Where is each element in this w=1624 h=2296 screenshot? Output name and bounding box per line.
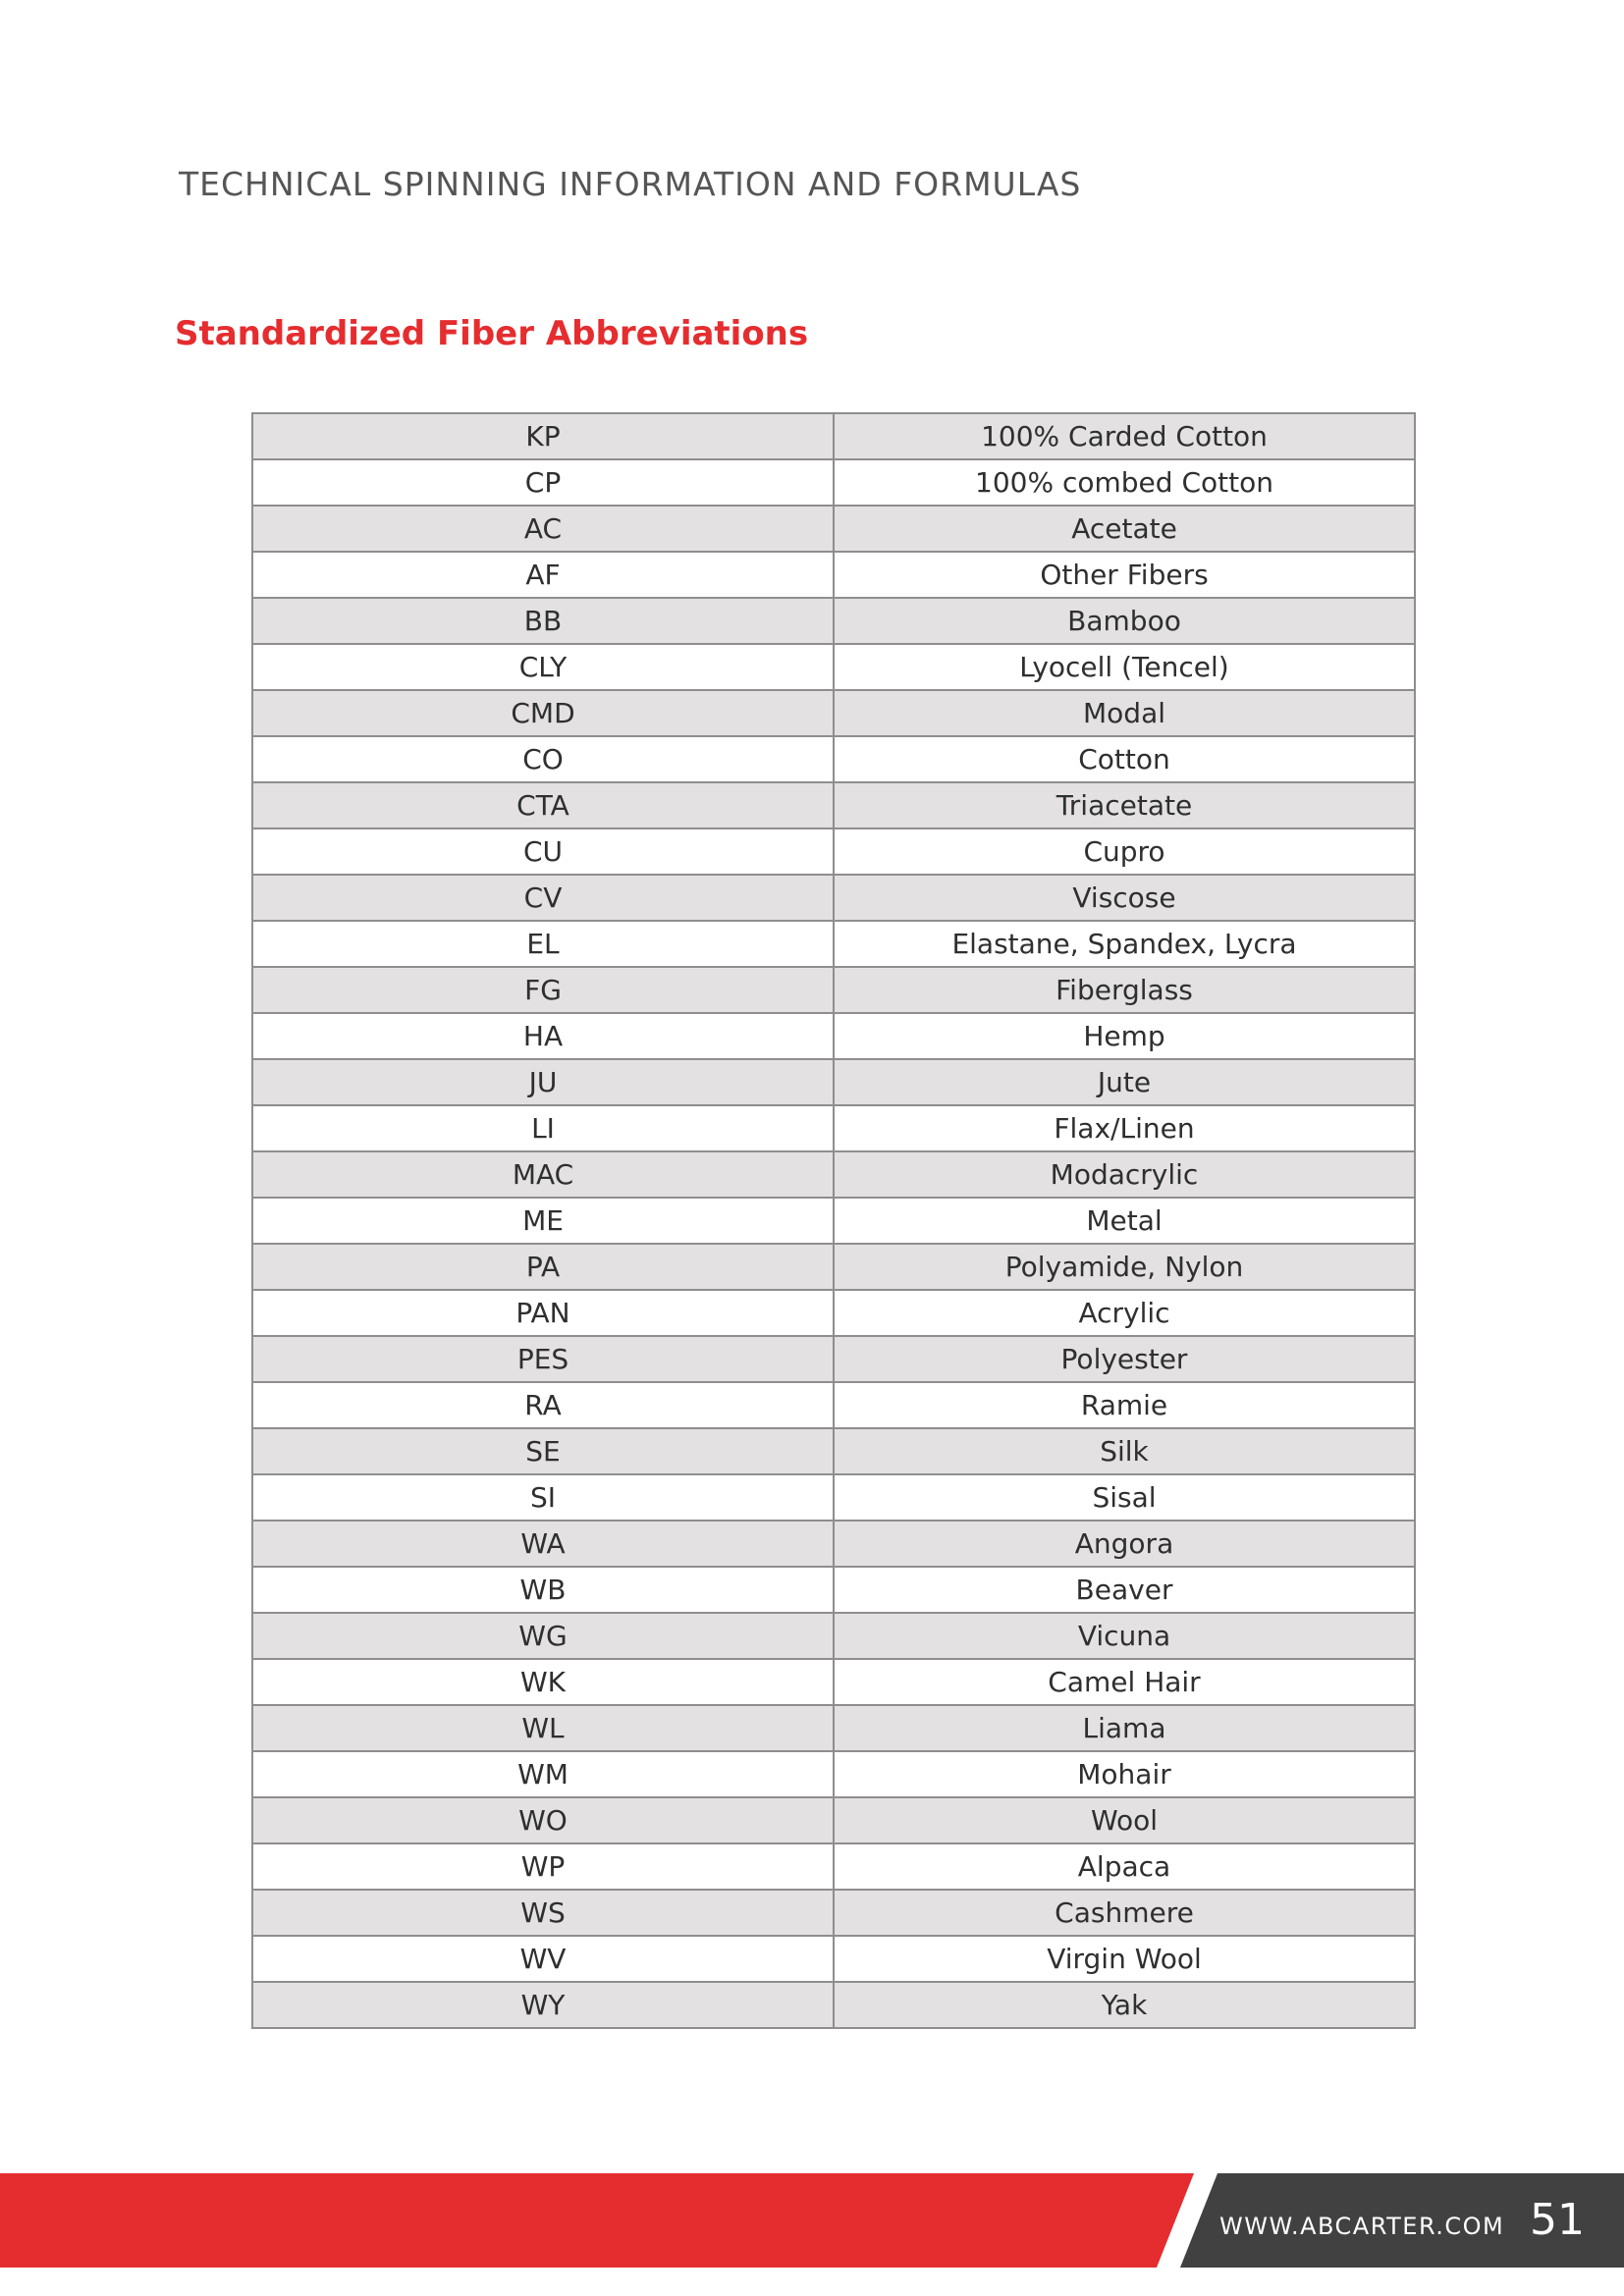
fiber-code-cell: PAN [252, 1290, 834, 1336]
table-row [252, 1151, 1415, 1198]
fiber-name-cell: Other Fibers [834, 552, 1415, 598]
fiber-code-cell: ME [252, 1198, 834, 1244]
fiber-name-cell: Ramie [834, 1382, 1415, 1428]
fiber-name-cell: Hemp [834, 1013, 1415, 1059]
fiber-code-cell: HA [252, 1013, 834, 1059]
fiber-name-cell: Polyamide, Nylon [834, 1244, 1415, 1290]
table-row [252, 644, 1415, 690]
fiber-name-cell: Acrylic [834, 1290, 1415, 1336]
fiber-code-cell: MAC [252, 1151, 834, 1198]
fiber-name-cell: Alpaca [834, 1843, 1415, 1890]
fiber-code-cell: CO [252, 736, 834, 782]
table-row [252, 1474, 1415, 1521]
fiber-code-cell: CU [252, 828, 834, 875]
table-row [252, 1382, 1415, 1428]
table-row [252, 552, 1415, 598]
fiber-code-cell: WS [252, 1890, 834, 1936]
fiber-name-cell: Cupro [834, 828, 1415, 875]
fiber-name-cell: Liama [834, 1705, 1415, 1751]
table-row [252, 921, 1415, 967]
section-title: Standardized Fiber Abbreviations [175, 314, 809, 353]
table-row [252, 1290, 1415, 1336]
fiber-name-cell: Metal [834, 1198, 1415, 1244]
fiber-code-cell: WB [252, 1567, 834, 1613]
fiber-name-cell: Vicuna [834, 1613, 1415, 1659]
fiber-code-cell: SE [252, 1428, 834, 1474]
fiber-name-cell: Modacrylic [834, 1151, 1415, 1198]
fiber-code-cell: AF [252, 552, 834, 598]
fiber-code-cell: LI [252, 1105, 834, 1151]
fiber-name-cell: Virgin Wool [834, 1936, 1415, 1982]
fiber-code-cell: CLY [252, 644, 834, 690]
table-row [252, 1890, 1415, 1936]
table-row [252, 413, 1415, 459]
fiber-name-cell: Modal [834, 690, 1415, 736]
fiber-name-cell: Sisal [834, 1474, 1415, 1521]
fiber-code-cell: KP [252, 413, 834, 459]
fiber-code-cell: SI [252, 1474, 834, 1521]
fiber-name-cell: Yak [834, 1982, 1415, 2028]
fiber-name-cell: Silk [834, 1428, 1415, 1474]
table-row [252, 967, 1415, 1013]
footer-red-band [0, 2173, 1194, 2268]
fiber-code-cell: WP [252, 1843, 834, 1890]
fiber-name-cell: 100% combed Cotton [834, 459, 1415, 506]
table-row [252, 1659, 1415, 1705]
fiber-code-cell: CV [252, 875, 834, 921]
fiber-code-cell: WY [252, 1982, 834, 2028]
fiber-code-cell: CTA [252, 782, 834, 828]
fiber-code-cell: CMD [252, 690, 834, 736]
table-row [252, 1059, 1415, 1105]
footer-bar [0, 2173, 1624, 2268]
table-row [252, 1797, 1415, 1843]
table-row [252, 1521, 1415, 1567]
table-row [252, 459, 1415, 506]
fiber-name-cell: Elastane, Spandex, Lycra [834, 921, 1415, 967]
fiber-name-cell: Cotton [834, 736, 1415, 782]
table-row [252, 1751, 1415, 1797]
fiber-code-cell: AC [252, 506, 834, 552]
fiber-code-cell: FG [252, 967, 834, 1013]
fiber-name-cell: Wool [834, 1797, 1415, 1843]
table-row [252, 828, 1415, 875]
fiber-name-cell: Viscose [834, 875, 1415, 921]
fiber-code-cell: WG [252, 1613, 834, 1659]
fiber-code-cell: PES [252, 1336, 834, 1382]
fiber-code-cell: JU [252, 1059, 834, 1105]
table-row [252, 1013, 1415, 1059]
table-row [252, 1982, 1415, 2028]
fiber-name-cell: Camel Hair [834, 1659, 1415, 1705]
table-row [252, 736, 1415, 782]
table-row [252, 1105, 1415, 1151]
fiber-code-cell: WA [252, 1521, 834, 1567]
fiber-code-cell: PA [252, 1244, 834, 1290]
table-row [252, 1428, 1415, 1474]
table-row [252, 1843, 1415, 1890]
fiber-name-cell: Angora [834, 1521, 1415, 1567]
fiber-code-cell: RA [252, 1382, 834, 1428]
table-row [252, 1198, 1415, 1244]
fiber-table-body [252, 413, 1415, 2028]
fiber-code-cell: WK [252, 1659, 834, 1705]
fiber-name-cell: Beaver [834, 1567, 1415, 1613]
fiber-name-cell: Polyester [834, 1336, 1415, 1382]
fiber-name-cell: Mohair [834, 1751, 1415, 1797]
page-number: 51 [1530, 2195, 1585, 2245]
table-row [252, 1705, 1415, 1751]
fiber-code-cell: WL [252, 1705, 834, 1751]
table-row [252, 875, 1415, 921]
table-row [252, 690, 1415, 736]
fiber-name-cell: Fiberglass [834, 967, 1415, 1013]
fiber-code-cell: WO [252, 1797, 834, 1843]
table-row [252, 506, 1415, 552]
table-row [252, 1567, 1415, 1613]
table-row [252, 1613, 1415, 1659]
page-header-title: TECHNICAL SPINNING INFORMATION AND FORMULAS [179, 165, 1082, 203]
table-row [252, 598, 1415, 644]
fiber-code-cell: WM [252, 1751, 834, 1797]
fiber-name-cell: Triacetate [834, 782, 1415, 828]
fiber-code-cell: EL [252, 921, 834, 967]
fiber-name-cell: Bamboo [834, 598, 1415, 644]
fiber-name-cell: Lyocell (Tencel) [834, 644, 1415, 690]
fiber-code-cell: WV [252, 1936, 834, 1982]
fiber-code-cell: BB [252, 598, 834, 644]
fiber-name-cell: Acetate [834, 506, 1415, 552]
footer-website-link[interactable]: WWW.ABCARTER.COM [1219, 2213, 1505, 2240]
table-row [252, 1936, 1415, 1982]
fiber-abbreviations-table [251, 412, 1416, 2029]
table-row [252, 782, 1415, 828]
fiber-code-cell: CP [252, 459, 834, 506]
table-row [252, 1336, 1415, 1382]
fiber-name-cell: Cashmere [834, 1890, 1415, 1936]
fiber-name-cell: 100% Carded Cotton [834, 413, 1415, 459]
fiber-name-cell: Flax/Linen [834, 1105, 1415, 1151]
table-row [252, 1244, 1415, 1290]
fiber-name-cell: Jute [834, 1059, 1415, 1105]
